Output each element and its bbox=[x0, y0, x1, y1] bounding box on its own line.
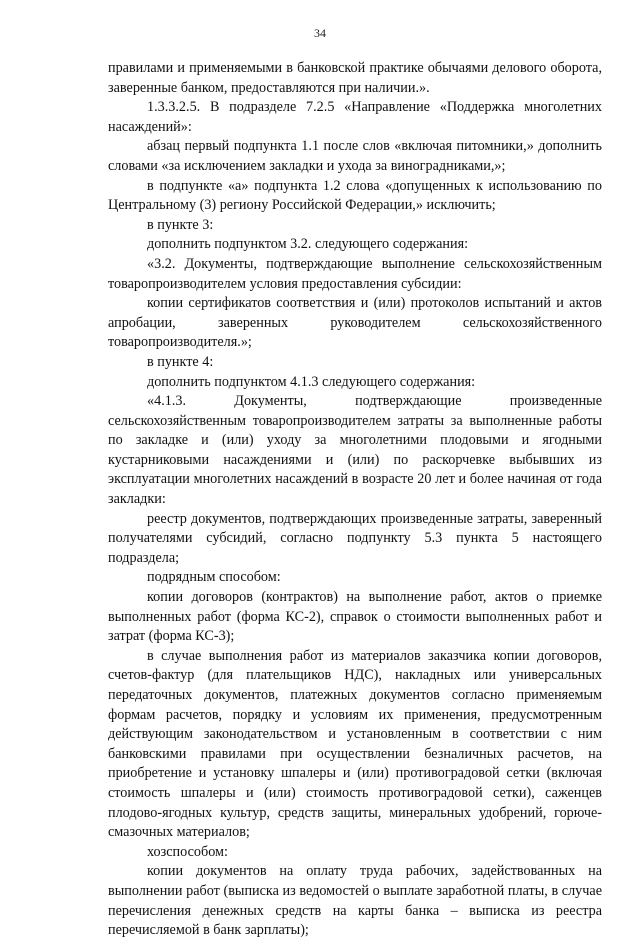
paragraph: копии документов на оплату труда рабочих, задействованных на выполнении работ (выписка из ведомостей о выплате заработной платы, в случае перечисления денежных средств на карты банка – выписка из реестра перечисляемой в банк зарплаты); bbox=[108, 863, 602, 939]
paragraph: копии договоров (контрактов) на выполнение работ, актов о приемке выполненных работ (форма КС-2), справок о стоимости выполненных работ и затрат (форма КС-3); bbox=[108, 589, 602, 645]
paragraph: в пункте 3: bbox=[147, 216, 214, 233]
paragraph: хозспособом: bbox=[147, 843, 228, 860]
paragraph: абзац первый подпункта 1.1 после слов «включая питомники,» дополнить словами «за исключением закладки и ухода за виноградниками,»; bbox=[108, 138, 602, 174]
paragraph: в случае выполнения работ из материалов заказчика копии договоров, счетов-фактур (для плательщиков НДС), накладных или универсальных передаточных документов, платежных документов согласно применяемым формам расчетов, порядку и условиям их применения, предусмотренным действующим законодательством и установленным в соответствии с ним банковскими правилами при осуществлении безналичных расчетов, на приобретение и установку шпалеры и (или) противоградовой сетки (включая стоимость шпалеры и (или) стоимость противоградовой сетки), саженцев плодово-ягодных культур, средств защиты, минеральных удобрений, горюче-смазочных материалов; bbox=[108, 647, 602, 841]
paragraph: реестр документов, подтверждающих произведенные затраты, заверенный получателями субсидий, согласно подпункту 5.3 пункта 5 настоящего подраздела; bbox=[108, 510, 602, 566]
paragraph: в пункте 4: bbox=[147, 353, 214, 370]
page-number: 34 bbox=[314, 26, 326, 40]
paragraph: подрядным способом: bbox=[147, 569, 281, 586]
paragraph-section-heading: 1.3.3.2.5. В подразделе 7.2.5 «Направление «Поддержка многолетних насаждений»: bbox=[108, 99, 602, 135]
paragraph: дополнить подпунктом 3.2. следующего содержания: bbox=[147, 236, 469, 253]
paragraph-continuation: правилами и применяемыми в банковской практике обычаями делового оборота, заверенные банком, предоставляются при наличии.». bbox=[108, 60, 602, 96]
paragraph: копии сертификатов соответствия и (или) протоколов испытаний и актов апробации, заверенных руководителем сельскохозяйственного товаропроизводителя.»; bbox=[108, 295, 602, 351]
paragraph: «4.1.3. Документы, подтверждающие произведенные сельскохозяйственным товаропроизводителем затраты за выполненные работы по закладке и (или) уходу за многолетними плодовыми и ягодными кустарниковыми насаждениями и (или) по раскорчевке выбывших из эксплуатации многолетних насаждений в возрасте 20 лет и более начиная от года закладки: bbox=[108, 393, 602, 508]
paragraph: дополнить подпунктом 4.1.3 следующего содержания: bbox=[147, 373, 476, 390]
document-body bbox=[108, 59, 602, 941]
paragraph: «3.2. Документы, подтверждающие выполнение сельскохозяйственным товаропроизводителем условия предоставления субсидии: bbox=[108, 255, 602, 292]
paragraph: в подпункте «а» подпункта 1.2 слова «допущенных к использованию по Центральному (3) региону Российской Федерации,» исключить; bbox=[108, 177, 602, 214]
